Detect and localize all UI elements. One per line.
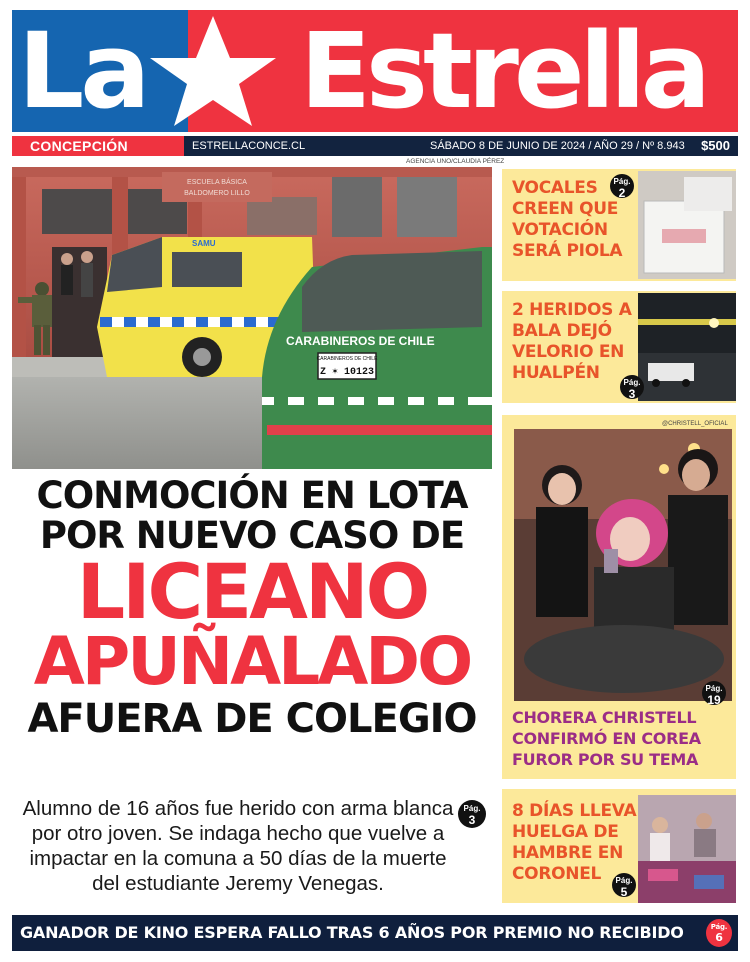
ambulance-label: SAMU xyxy=(192,239,216,248)
photo-credit: AGENCIA UNO/CLAUDIA PÉREZ xyxy=(406,158,505,165)
sidebar-item-title: CHORERA CHRISTELL CONFIRMÓ EN COREA FUROR POR SU TEMA xyxy=(512,708,701,769)
headline-line-5: AFUERA DE COLEGIO xyxy=(27,696,477,742)
lead-paragraph: Alumno de 16 años fue herido con arma blanca por otro joven. Se indaga hecho que vuelve a impactar en la comuna a 50 días de la muerte del estudiante Jeremy Venegas. xyxy=(22,797,454,895)
page-badge-number: 3 xyxy=(628,387,636,401)
sidebar-page-badge[interactable] xyxy=(610,174,634,198)
star-icon xyxy=(138,12,288,130)
headline-line-4: APUÑALADO xyxy=(33,623,471,700)
page-badge-label: Pág. xyxy=(623,378,641,387)
night-scene-photo xyxy=(638,293,736,401)
sidebar-page-badge[interactable] xyxy=(702,681,726,705)
page-badge-label: Pág. xyxy=(463,804,481,813)
sidebar-item-hualpen[interactable] xyxy=(500,289,738,405)
plate-header: CARABINEROS DE CHILE xyxy=(316,356,378,362)
sidebar-item-title: VOCALES CREEN QUE VOTACIÓN SERÁ PIOLA xyxy=(512,178,623,261)
sidebar-item-title: 8 DÍAS LLEVA HUELGA DE HAMBRE EN CORONEL xyxy=(512,801,637,884)
city-label: CONCEPCIÓN xyxy=(12,136,184,156)
page-badge-number: 2 xyxy=(618,186,626,200)
sidebar xyxy=(500,167,738,905)
page-badge-number: 6 xyxy=(715,931,723,944)
license-plate: Z ✶ 10123 xyxy=(319,367,375,378)
masthead xyxy=(12,10,738,132)
headline-line-1: CONMOCIÓN EN LOTA xyxy=(36,474,468,517)
info-bar xyxy=(12,136,738,156)
page-badge-number: 5 xyxy=(620,885,628,899)
bottom-page-badge[interactable] xyxy=(706,919,732,947)
sidebar-item-title: 2 HERIDOS A BALA DEJÓ VELORIO EN HUALPÉN xyxy=(512,300,632,383)
brand-left: La xyxy=(18,10,147,132)
ballot-box-photo xyxy=(638,171,736,279)
headline-line-2: POR NUEVO CASO DE xyxy=(39,514,465,557)
page-badge-number: 3 xyxy=(468,813,476,827)
sidebar-item-coronel[interactable] xyxy=(500,787,738,905)
sidebar-page-badge[interactable] xyxy=(620,375,644,399)
police-car-label: CARABINEROS DE CHILE xyxy=(286,334,435,348)
issue-date: SÁBADO 8 DE JUNIO DE 2024 / AÑO 29 / Nº 8.943 xyxy=(430,140,685,152)
website-link[interactable]: ESTRELLACONCE.CL xyxy=(192,140,306,152)
main-headline xyxy=(12,476,492,742)
main-photo xyxy=(12,167,492,469)
page-badge-label: Pág. xyxy=(710,923,728,931)
page-badge-label: Pág. xyxy=(613,177,631,186)
brand-right: Estrella xyxy=(300,10,706,132)
hunger-strike-photo xyxy=(638,795,736,903)
bottom-banner[interactable] xyxy=(12,915,738,951)
page-badge-label: Pág. xyxy=(615,876,633,885)
main-photo-illustration xyxy=(12,167,492,469)
page-badge-number: 19 xyxy=(707,693,721,707)
photo-credit: @CHRISTELL_OFICIAL xyxy=(662,421,728,427)
sidebar-item-vocales[interactable] xyxy=(500,167,738,283)
main-page-badge[interactable] xyxy=(458,800,486,828)
sidebar-item-christell[interactable] xyxy=(500,413,738,781)
school-sign-line-1: ESCUELA BÁSICA xyxy=(187,179,247,186)
issue-price: $500 xyxy=(701,138,730,153)
school-sign-line-2: BALDOMERO LILLO xyxy=(184,190,250,197)
bottom-banner-text: GANADOR DE KINO ESPERA FALLO TRAS 6 AÑOS POR PREMIO NO RECIBIDO xyxy=(20,923,684,942)
headline-line-3: LICEANO xyxy=(76,547,428,636)
sidebar-page-badge[interactable] xyxy=(612,873,636,897)
christell-photo xyxy=(514,429,732,701)
page-badge-label: Pág. xyxy=(705,684,723,693)
